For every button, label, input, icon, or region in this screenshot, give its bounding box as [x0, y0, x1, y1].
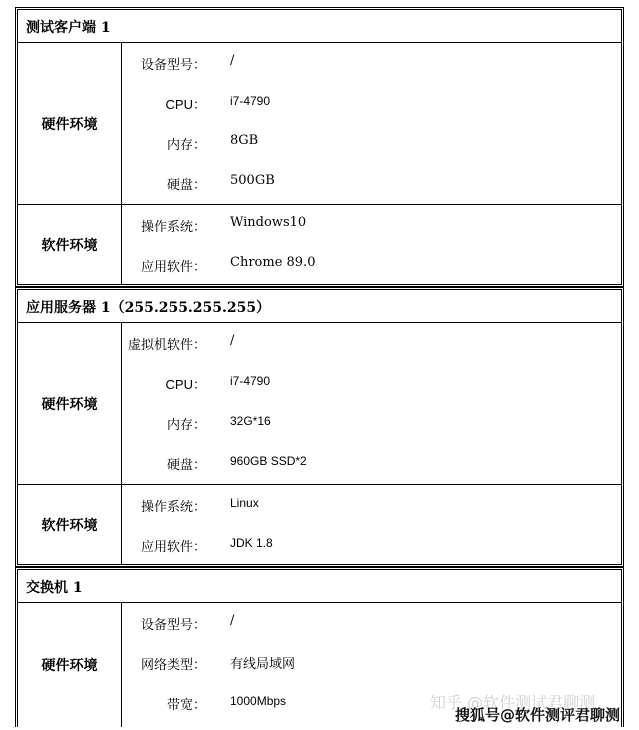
spec-key: CPU： [165, 97, 206, 112]
hardware-group [18, 323, 621, 485]
group-label-cell [18, 603, 122, 727]
spec-key: 操作系统： [140, 499, 206, 514]
section-title-row [18, 290, 621, 323]
software-group [18, 485, 621, 564]
spec-value: i7-4790 [230, 94, 271, 108]
spec-value: Windows10 [230, 215, 307, 230]
spec-row [122, 443, 621, 483]
spec-key: 应用软件： [140, 259, 206, 274]
group-label: 硬件环境 [41, 116, 98, 133]
spec-row [122, 323, 621, 363]
spec-row [122, 163, 621, 203]
spec-key: 硬盘： [166, 177, 206, 192]
sohu-watermark: 搜狐号@软件测评君聊测 [455, 706, 621, 724]
spec-row [122, 525, 621, 565]
section-title: 应用服务器 1（255.255.255.255） [26, 300, 271, 316]
group-label-cell [18, 323, 122, 484]
section-test-client [15, 7, 624, 287]
spec-key: 虚拟机软件： [127, 337, 206, 352]
spec-value: / [230, 613, 235, 628]
spec-key: 设备型号： [140, 57, 206, 72]
spec-row [122, 403, 621, 443]
spec-key: 设备型号： [140, 617, 206, 632]
group-label-cell [18, 43, 122, 204]
spec-row [122, 205, 621, 245]
spec-key: 带宽： [166, 697, 206, 712]
zhihu-watermark: 知乎 @软件测试君聊测 [430, 693, 596, 712]
spec-row [122, 363, 621, 403]
section-title: 交换机 1 [26, 580, 83, 596]
spec-key: 内存： [166, 417, 206, 432]
spec-row [122, 123, 621, 163]
spec-row [122, 43, 621, 83]
spec-key: 内存： [166, 137, 206, 152]
hardware-group [18, 43, 621, 205]
spec-row [122, 83, 621, 123]
group-label: 软件环境 [41, 237, 98, 254]
group-label-cell [18, 205, 122, 284]
spec-value: 500GB [230, 173, 275, 188]
spec-value: 32G*16 [230, 414, 271, 428]
spec-value: 有线局域网 [230, 656, 296, 671]
spec-value: / [230, 53, 235, 68]
spec-value: JDK 1.8 [230, 536, 273, 550]
spec-row [122, 643, 621, 683]
spec-value: 1000Mbps [230, 694, 287, 708]
group-label: 软件环境 [41, 517, 98, 534]
spec-value: i7-4790 [230, 374, 271, 388]
section-title: 测试客户端 1 [26, 20, 111, 36]
spec-value: 8GB [230, 133, 259, 148]
spec-key: 硬盘： [166, 457, 206, 472]
spec-key: 操作系统： [140, 219, 206, 234]
section-app-server [15, 287, 624, 567]
spec-value: Linux [230, 496, 259, 510]
software-group [18, 205, 621, 284]
section-title-row [18, 10, 621, 43]
spec-row [122, 245, 621, 285]
section-title-row [18, 570, 621, 603]
spec-row [122, 603, 621, 643]
spec-value: Chrome 89.0 [230, 255, 316, 270]
spec-value: / [230, 333, 235, 348]
spec-key: 应用软件： [140, 539, 206, 554]
spec-key: CPU： [165, 377, 206, 392]
spec-value: 960GB SSD*2 [230, 454, 307, 468]
spec-key: 网络类型： [140, 657, 206, 672]
group-label: 硬件环境 [41, 396, 98, 413]
group-label-cell [18, 485, 122, 564]
spec-row [122, 485, 621, 525]
group-label: 硬件环境 [41, 658, 98, 674]
